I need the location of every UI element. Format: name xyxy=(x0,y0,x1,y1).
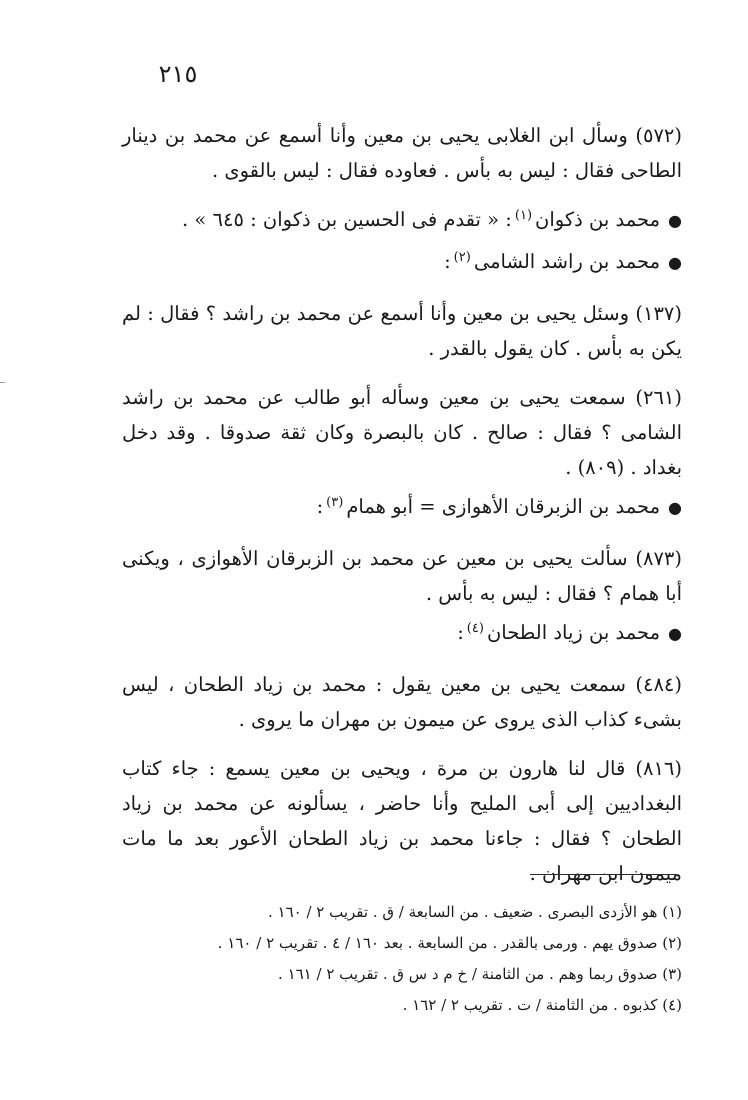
heading-text: : xyxy=(444,250,451,273)
entry-paragraph: (٨١٦) قال لنا هارون بن مرة ، ويحيى بن معين يسمع : جاء كتاب البغداديين إلى أبى المليح وأنا حاضر ، يسألونه عن محمد بن زياد الطحان ؟ فقال : جاءنا محمد بن زياد الطحان الأعور بعد ما مات ميمون ابن مهران . xyxy=(122,757,682,885)
heading-text: محمد بن الزبرقان الأهوازى = أبو همام xyxy=(346,495,661,518)
margin-mark xyxy=(0,382,5,383)
main-text xyxy=(122,118,682,905)
bullet-icon: ● xyxy=(668,253,682,272)
heading-text: : xyxy=(457,621,464,644)
footnote-ref: (٤) xyxy=(466,621,484,636)
footnotes xyxy=(128,897,682,1021)
footnote-ref: (٢) xyxy=(453,250,471,265)
entry-paragraph: (٢٦١) سمعت يحيى بن معين وسأله أبو طالب عن محمد بن راشد الشامى ؟ فقال : صالح . كان بالبصرة وكان ثقة صدوقا . وقد دخل بغداد . (٨٠٩) . xyxy=(122,386,682,479)
heading-text: محمد بن ذكوان xyxy=(535,208,661,231)
page-number: ٢١٥ xyxy=(158,60,198,88)
heading-text: : « تقدم فى الحسين بن ذكوان : ٦٤٥ » . xyxy=(181,208,512,231)
footnote-ref: (٣) xyxy=(326,495,344,510)
entry-heading xyxy=(122,202,682,240)
heading-text: محمد بن زياد الطحان xyxy=(486,621,661,644)
entry-paragraph: (٨٧٣) سألت يحيى بن معين عن محمد بن الزبرقان الأهوازى ، ويكنى أبا همام ؟ فقال : ليس به بأس . xyxy=(122,547,682,605)
footnote: (٤) كذبوه . من الثامنة / ت . تقريب ٢ / ١٦٢ . xyxy=(402,996,682,1014)
entry-heading xyxy=(122,489,682,527)
footnote-ref: (١) xyxy=(514,208,533,223)
footnote: (٣) صدوق ربما وهم . من الثامنة / خ م د س ق . تقريب ٢ / ١٦١ . xyxy=(278,965,682,983)
entry-paragraph: (١٣٧) وسئل يحيى بن معين وأنا أسمع عن محمد بن راشد ؟ فقال : لم يكن به بأس . كان يقول بالقدر . xyxy=(122,302,682,360)
footnote: (٢) صدوق يهم . ورمى بالقدر . من السابعة . بعد ١٦٠ / ٤ . تقريب ٢ / ١٦٠ . xyxy=(217,934,682,952)
heading-text: : xyxy=(316,495,324,518)
footnote-divider xyxy=(530,874,676,875)
entry-heading xyxy=(122,615,682,653)
bullet-icon: ● xyxy=(668,211,682,230)
footnote: (١) هو الأزدى البصرى . ضعيف . من السابعة / ق . تقريب ٢ / ١٦٠ . xyxy=(267,903,682,921)
entry-heading xyxy=(122,244,682,282)
bullet-icon: ● xyxy=(668,498,682,517)
heading-text: محمد بن راشد الشامى xyxy=(473,250,661,273)
entry-paragraph: (٤٨٤) سمعت يحيى بن معين يقول : محمد بن زياد الطحان ، ليس بشىء كذاب الذى يروى عن ميمون بن مهران ما يروى . xyxy=(122,673,682,731)
bullet-icon: ● xyxy=(668,624,682,643)
entry-paragraph: (٥٧٢) وسأل ابن الغلابى يحيى بن معين وأنا أسمع عن محمد بن دينار الطاحى فقال : ليس به بأس . فعاوده فقال : ليس بالقوى . xyxy=(122,124,682,182)
